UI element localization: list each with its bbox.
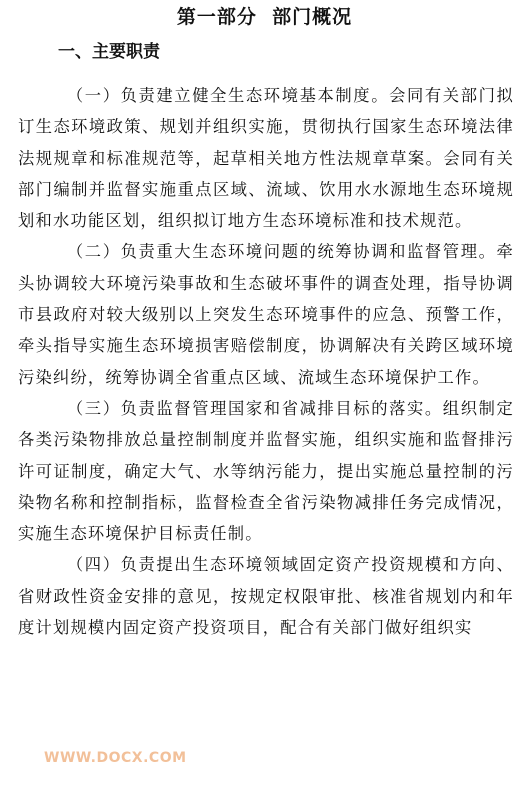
paragraph-duty-3: （三）负责监督管理国家和省减排目标的落实。组织制定各类污染物排放总量控制制度并监督实施，组织实施和监督排污许可证制度，确定大气、水等纳污能力，提出实施总量控制的污染物名称和控制指标，监督检查全省污染物减排任务完成情况，实施生态环境保护目标责任制。 [18, 398, 514, 544]
paragraph-duty-1: （一）负责建立健全生态环境基本制度。会同有关部门拟订生态环境政策、规划并组织实施，贯彻执行国家生态环境法律法规规章和标准规范等，起草相关地方性法规章草案。会同有关部门编制并监督实施重点区域、流域、饮用水水源地生态环境规划和水功能区划，组织拟订地方生态环境标准和技术规范。 [18, 86, 514, 231]
watermark: WWW.DOCX.COM [44, 750, 187, 766]
document-body [18, 80, 514, 643]
page-title: 第一部分 部门概况 [176, 6, 353, 28]
paragraph-duty-2: （二）负责重大生态环境问题的统筹协调和监督管理。牵头协调较大环境污染事故和生态破坏事件的调查处理，指导协调市县政府对较大级别以上突发生态环境事件的应急、预警工作，牵头指导实施生态环境损害赔偿制度，协调解决有关跨区域环境污染纠纷，统筹协调全省重点区域、流域生态环境保护工作。 [18, 242, 514, 387]
paragraph-duty-4: （四）负责提出生态环境领域固定资产投资规模和方向、省财政性资金安排的意见，按规定权限审批、核准省规划内和年度计划规模内固定资产投资项目，配合有关部门做好组织实 [18, 555, 514, 638]
section-heading: 一、主要职责 [58, 42, 160, 62]
